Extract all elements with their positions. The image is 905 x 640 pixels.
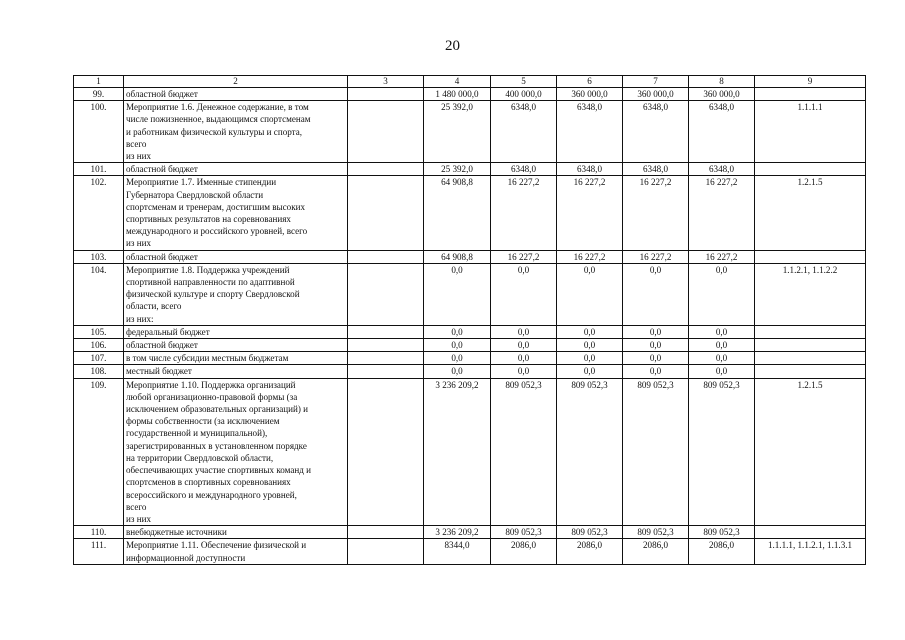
value-cell: 360 000,0 [623,88,689,101]
value-cell: 400 000,0 [491,88,557,101]
row-name-cell [124,526,348,539]
row-name-line: спортивных результатов на соревнованиях [126,214,291,225]
table-row [74,88,866,101]
table-header-row [74,76,866,88]
target-indicator-cell [755,339,866,352]
value-cell: 6348,0 [491,101,557,163]
target-indicator-cell [755,526,866,539]
value-cell: 6348,0 [557,101,623,163]
value-cell: 0,0 [689,263,755,325]
value-cell: 0,0 [689,352,755,365]
value-cell: 809 052,3 [557,378,623,525]
value-cell: 0,0 [689,325,755,338]
value-cell: 0,0 [491,339,557,352]
table-row [74,263,866,325]
row-name-line: международного и российского уровней, всего [126,226,308,237]
row-name-line: областной бюджет [126,251,198,262]
value-cell: 0,0 [557,339,623,352]
row-number-cell: 105. [74,325,124,338]
value-cell: 0,0 [623,263,689,325]
row-name-line: любой организационно-правовой формы (за [126,391,298,402]
value-cell: 0,0 [689,365,755,378]
value-cell: 809 052,3 [623,526,689,539]
value-cell: 809 052,3 [689,526,755,539]
column-3-cell [348,88,424,101]
column-3-cell [348,250,424,263]
row-name-line: областной бюджет [126,164,198,175]
value-cell: 0,0 [491,325,557,338]
row-name-line: из них [126,238,152,249]
value-cell: 0,0 [491,263,557,325]
value-cell: 16 227,2 [689,176,755,250]
table-row [74,250,866,263]
value-cell: 0,0 [491,352,557,365]
row-name-cell [124,88,348,101]
row-name-line: Мероприятие 1.6. Денежное содержание, в том [126,102,309,113]
table-row [74,539,866,564]
value-cell: 6348,0 [623,101,689,163]
value-cell: 16 227,2 [557,176,623,250]
value-cell: 3 236 209,2 [424,526,491,539]
value-cell: 809 052,3 [557,526,623,539]
header-cell: 9 [755,76,866,88]
value-cell: 0,0 [491,365,557,378]
column-3-cell [348,101,424,163]
table-row [74,101,866,163]
row-name-line: Губернатора Свердловской области [126,189,264,200]
target-indicator-cell: 1.2.1.5 [755,176,866,250]
header-cell: 1 [74,76,124,88]
column-3-cell [348,352,424,365]
value-cell: 16 227,2 [557,250,623,263]
value-cell: 809 052,3 [689,378,755,525]
row-name-line: зарегистрированных в установленном порядке [126,440,307,451]
column-3-cell [348,263,424,325]
row-name-line: спортивной направленности по адаптивной [126,277,295,288]
column-3-cell [348,539,424,564]
row-number-cell: 99. [74,88,124,101]
value-cell: 16 227,2 [491,176,557,250]
row-name-cell [124,539,348,564]
table-row [74,163,866,176]
value-cell: 0,0 [623,352,689,365]
value-cell: 64 908,8 [424,176,491,250]
value-cell: 809 052,3 [491,378,557,525]
row-name-cell [124,352,348,365]
value-cell: 360 000,0 [557,88,623,101]
header-cell: 4 [424,76,491,88]
column-3-cell [348,163,424,176]
row-name-line: Мероприятие 1.10. Поддержка организаций [126,379,296,390]
value-cell: 25 392,0 [424,101,491,163]
value-cell: 0,0 [557,352,623,365]
value-cell: 8344,0 [424,539,491,564]
row-number-cell: 104. [74,263,124,325]
column-3-cell [348,176,424,250]
value-cell: 6348,0 [491,163,557,176]
target-indicator-cell [755,163,866,176]
row-number-cell: 109. [74,378,124,525]
row-name-line: формы собственности (за исключением [126,416,280,427]
target-indicator-cell [755,325,866,338]
row-number-cell: 101. [74,163,124,176]
row-name-line: и работникам физической культуры и спорта, [126,126,303,137]
page-number: 20 [445,38,460,54]
table-row [74,339,866,352]
target-indicator-cell: 1.2.1.5 [755,378,866,525]
value-cell: 16 227,2 [491,250,557,263]
value-cell: 25 392,0 [424,163,491,176]
value-cell: 0,0 [557,263,623,325]
row-name-line: числе пожизненное, выдающимся спортсменам [126,114,311,125]
row-name-line: областной бюджет [126,340,198,351]
value-cell: 0,0 [424,365,491,378]
row-name-line: спортсменов в спортивных соревнованиях [126,477,291,488]
column-3-cell [348,526,424,539]
row-name-line: спортсменам и тренерам, достигшим высоких [126,201,306,212]
row-number-cell: 103. [74,250,124,263]
value-cell: 0,0 [557,325,623,338]
target-indicator-cell [755,365,866,378]
row-number-cell: 102. [74,176,124,250]
value-cell: 0,0 [623,325,689,338]
row-name-line: внебюджетные источники [126,527,227,538]
value-cell: 0,0 [689,339,755,352]
value-cell: 2086,0 [689,539,755,564]
row-name-cell [124,325,348,338]
value-cell: 0,0 [424,263,491,325]
value-cell: 2086,0 [623,539,689,564]
row-number-cell: 107. [74,352,124,365]
value-cell: 16 227,2 [623,176,689,250]
value-cell: 16 227,2 [623,250,689,263]
value-cell: 6348,0 [623,163,689,176]
target-indicator-cell: 1.1.2.1, 1.1.2.2 [755,263,866,325]
row-number-cell: 110. [74,526,124,539]
column-3-cell [348,378,424,525]
row-name-line: информационной доступности [126,552,246,563]
value-cell: 0,0 [424,325,491,338]
row-name-cell [124,365,348,378]
table-row [74,365,866,378]
value-cell: 2086,0 [491,539,557,564]
row-name-line: всего [126,501,147,512]
value-cell: 3 236 209,2 [424,378,491,525]
row-name-line: всего [126,138,147,149]
row-name-cell [124,378,348,525]
row-name-cell [124,339,348,352]
row-name-cell [124,163,348,176]
value-cell: 0,0 [424,339,491,352]
row-number-cell: 100. [74,101,124,163]
row-name-line: исключением образовательных организаций) и [126,404,309,415]
row-number-cell: 111. [74,539,124,564]
row-name-cell [124,101,348,163]
target-indicator-cell [755,352,866,365]
table-row [74,325,866,338]
value-cell: 0,0 [557,365,623,378]
value-cell: 2086,0 [557,539,623,564]
value-cell: 809 052,3 [623,378,689,525]
column-3-cell [348,365,424,378]
row-name-line: обеспечивающих участие спортивных команд и [126,465,312,476]
table-row [74,352,866,365]
value-cell: 6348,0 [557,163,623,176]
row-name-line: из них [126,151,152,162]
row-name-line: всероссийского и международного уровней, [126,489,297,500]
value-cell: 0,0 [424,352,491,365]
target-indicator-cell: 1.1.1.1, 1.1.2.1, 1.1.3.1 [755,539,866,564]
row-name-line: федеральный бюджет [126,326,210,337]
table-row [74,378,866,525]
header-cell: 5 [491,76,557,88]
row-name-line: из них: [126,313,154,324]
value-cell: 16 227,2 [689,250,755,263]
header-cell: 3 [348,76,424,88]
row-name-line: Мероприятие 1.7. Именные стипендии [126,177,277,188]
value-cell: 360 000,0 [689,88,755,101]
row-name-line: области, всего [126,301,182,312]
value-cell: 64 908,8 [424,250,491,263]
column-3-cell [348,339,424,352]
value-cell: 6348,0 [689,163,755,176]
row-number-cell: 108. [74,365,124,378]
target-indicator-cell: 1.1.1.1 [755,101,866,163]
target-indicator-cell [755,88,866,101]
row-name-line: на территории Свердловской области, [126,452,274,463]
row-name-line: из них [126,513,152,524]
row-name-cell [124,250,348,263]
table-row [74,176,866,250]
row-name-line: Мероприятие 1.11. Обеспечение физической и [126,540,307,551]
value-cell: 0,0 [623,339,689,352]
value-cell: 809 052,3 [491,526,557,539]
table-row [74,526,866,539]
budget-table [73,75,866,565]
row-name-line: местный бюджет [126,366,192,377]
header-cell: 8 [689,76,755,88]
row-name-line: областной бюджет [126,89,198,99]
value-cell: 0,0 [623,365,689,378]
header-cell: 6 [557,76,623,88]
row-name-line: государственной и муниципальной), [126,428,268,439]
row-name-line: Мероприятие 1.8. Поддержка учреждений [126,264,290,275]
row-name-cell [124,176,348,250]
row-number-cell: 106. [74,339,124,352]
header-cell: 7 [623,76,689,88]
value-cell: 6348,0 [689,101,755,163]
row-name-line: в том числе субсидии местным бюджетам [126,353,289,364]
target-indicator-cell [755,250,866,263]
row-name-cell [124,263,348,325]
header-cell: 2 [124,76,348,88]
value-cell: 1 480 000,0 [424,88,491,101]
column-3-cell [348,325,424,338]
row-name-line: физической культуре и спорту Свердловской [126,289,300,300]
